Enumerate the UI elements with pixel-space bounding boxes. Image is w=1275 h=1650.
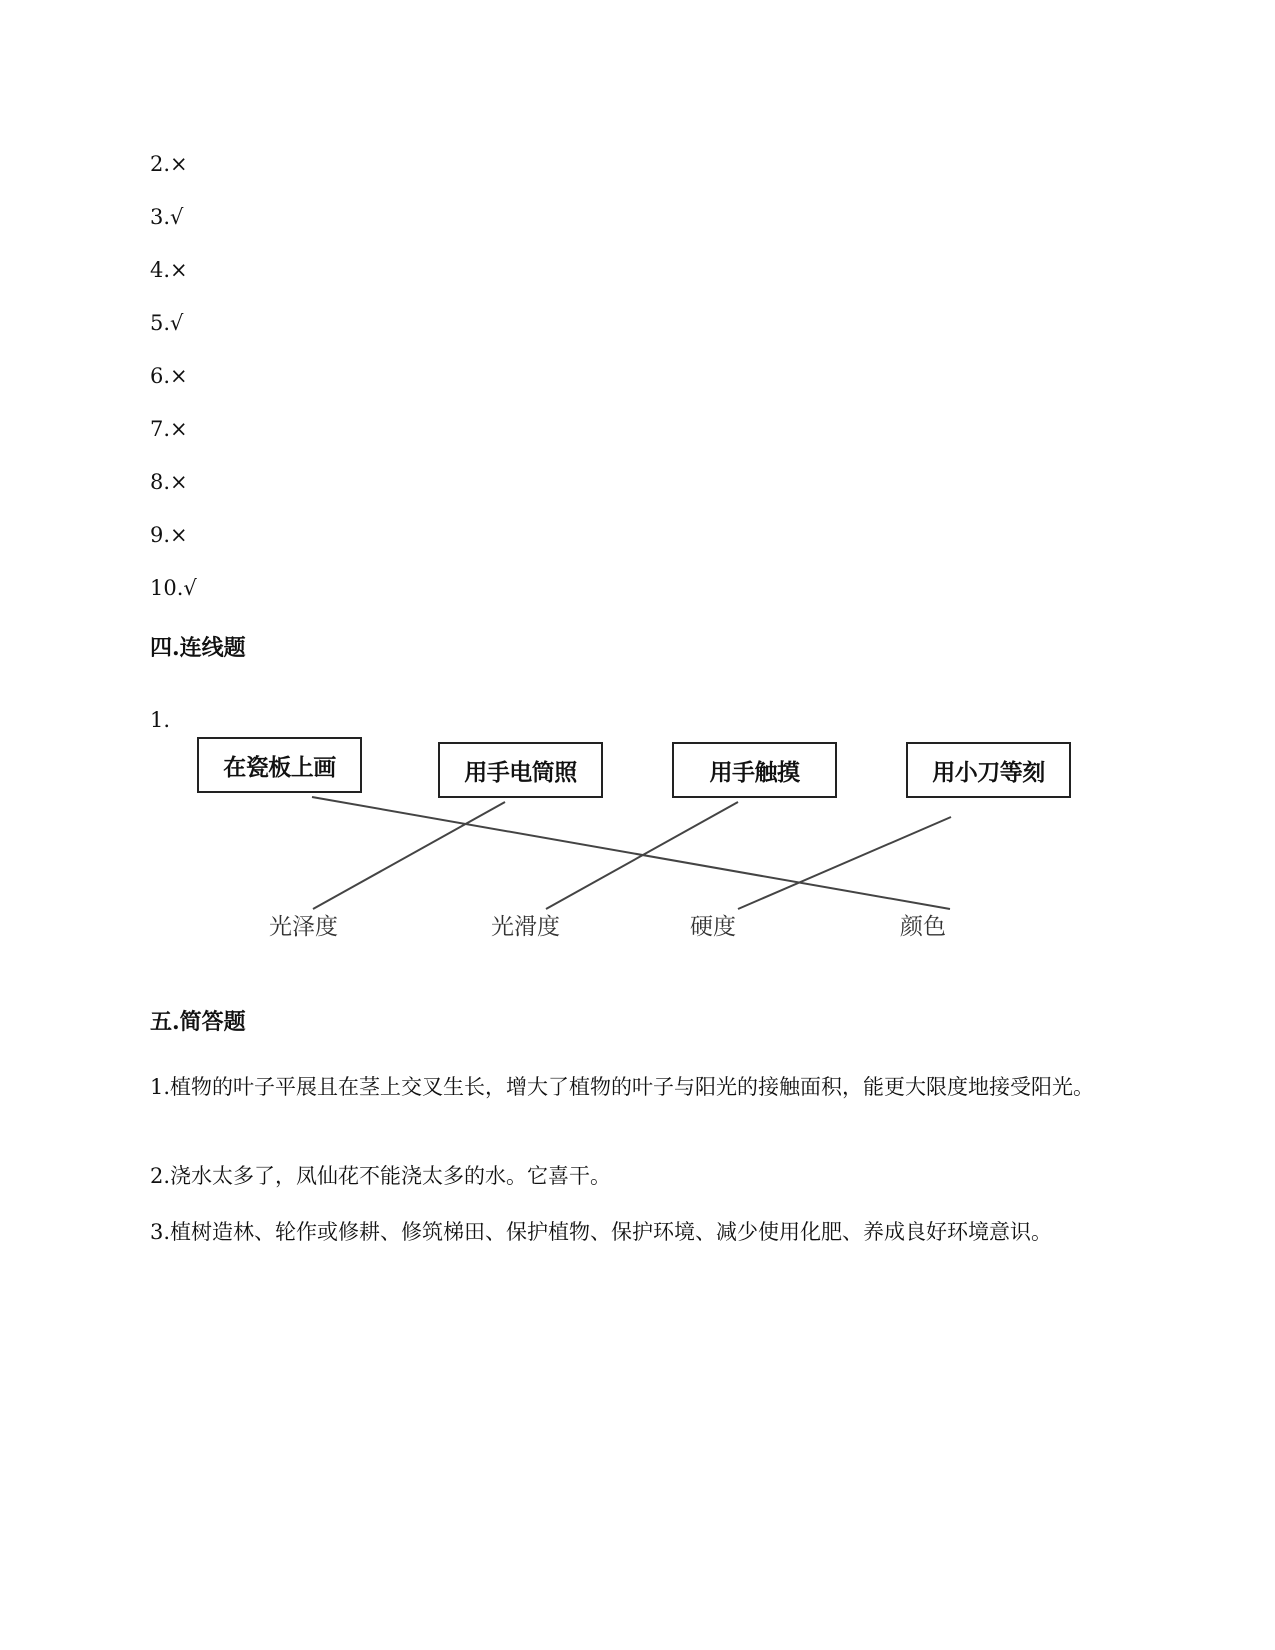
section-title-short-answer: 五.简答题 (150, 1009, 246, 1035)
tf-answer-10: 10.√ (150, 576, 197, 600)
box-knife-scratch: 用小刀等刻 (906, 742, 1071, 798)
label-hardness: 硬度 (690, 914, 736, 940)
tf-answer-6: 6.× (150, 364, 188, 388)
short-answer-2: 2.浇水太多了，凤仙花不能浇太多的水。它喜干。 (150, 1164, 612, 1188)
box-touch: 用手触摸 (672, 742, 837, 798)
line-scratch-to-hardness (738, 817, 951, 909)
box-draw-on-porcelain: 在瓷板上画 (197, 737, 362, 793)
label-luster: 光泽度 (269, 914, 338, 940)
label-color: 颜色 (900, 914, 946, 940)
line-flashlight-to-luster (313, 802, 505, 909)
line-draw-to-color (312, 797, 950, 909)
tf-answer-4: 4.× (150, 258, 188, 282)
box-flashlight: 用手电筒照 (438, 742, 603, 798)
short-answer-3: 3.植树造林、轮作或修耕、修筑梯田、保护植物、保护环境、减少使用化肥、养成良好环境意识。 (150, 1220, 1053, 1244)
tf-answer-8: 8.× (150, 470, 188, 494)
tf-answer-7: 7.× (150, 417, 188, 441)
question-number: 1. (150, 708, 171, 732)
tf-answer-9: 9.× (150, 523, 188, 547)
label-smoothness: 光滑度 (491, 914, 560, 940)
short-answer-1: 1.植物的叶子平展且在茎上交叉生长，增大了植物的叶子与阳光的接触面积，能更大限度地接受阳光。 (150, 1075, 1095, 1099)
section-title-matching: 四.连线题 (150, 635, 246, 661)
tf-answer-3: 3.√ (150, 205, 184, 229)
tf-answer-2: 2.× (150, 152, 188, 176)
tf-answer-5: 5.√ (150, 311, 184, 335)
line-touch-to-smoothness (546, 802, 738, 909)
